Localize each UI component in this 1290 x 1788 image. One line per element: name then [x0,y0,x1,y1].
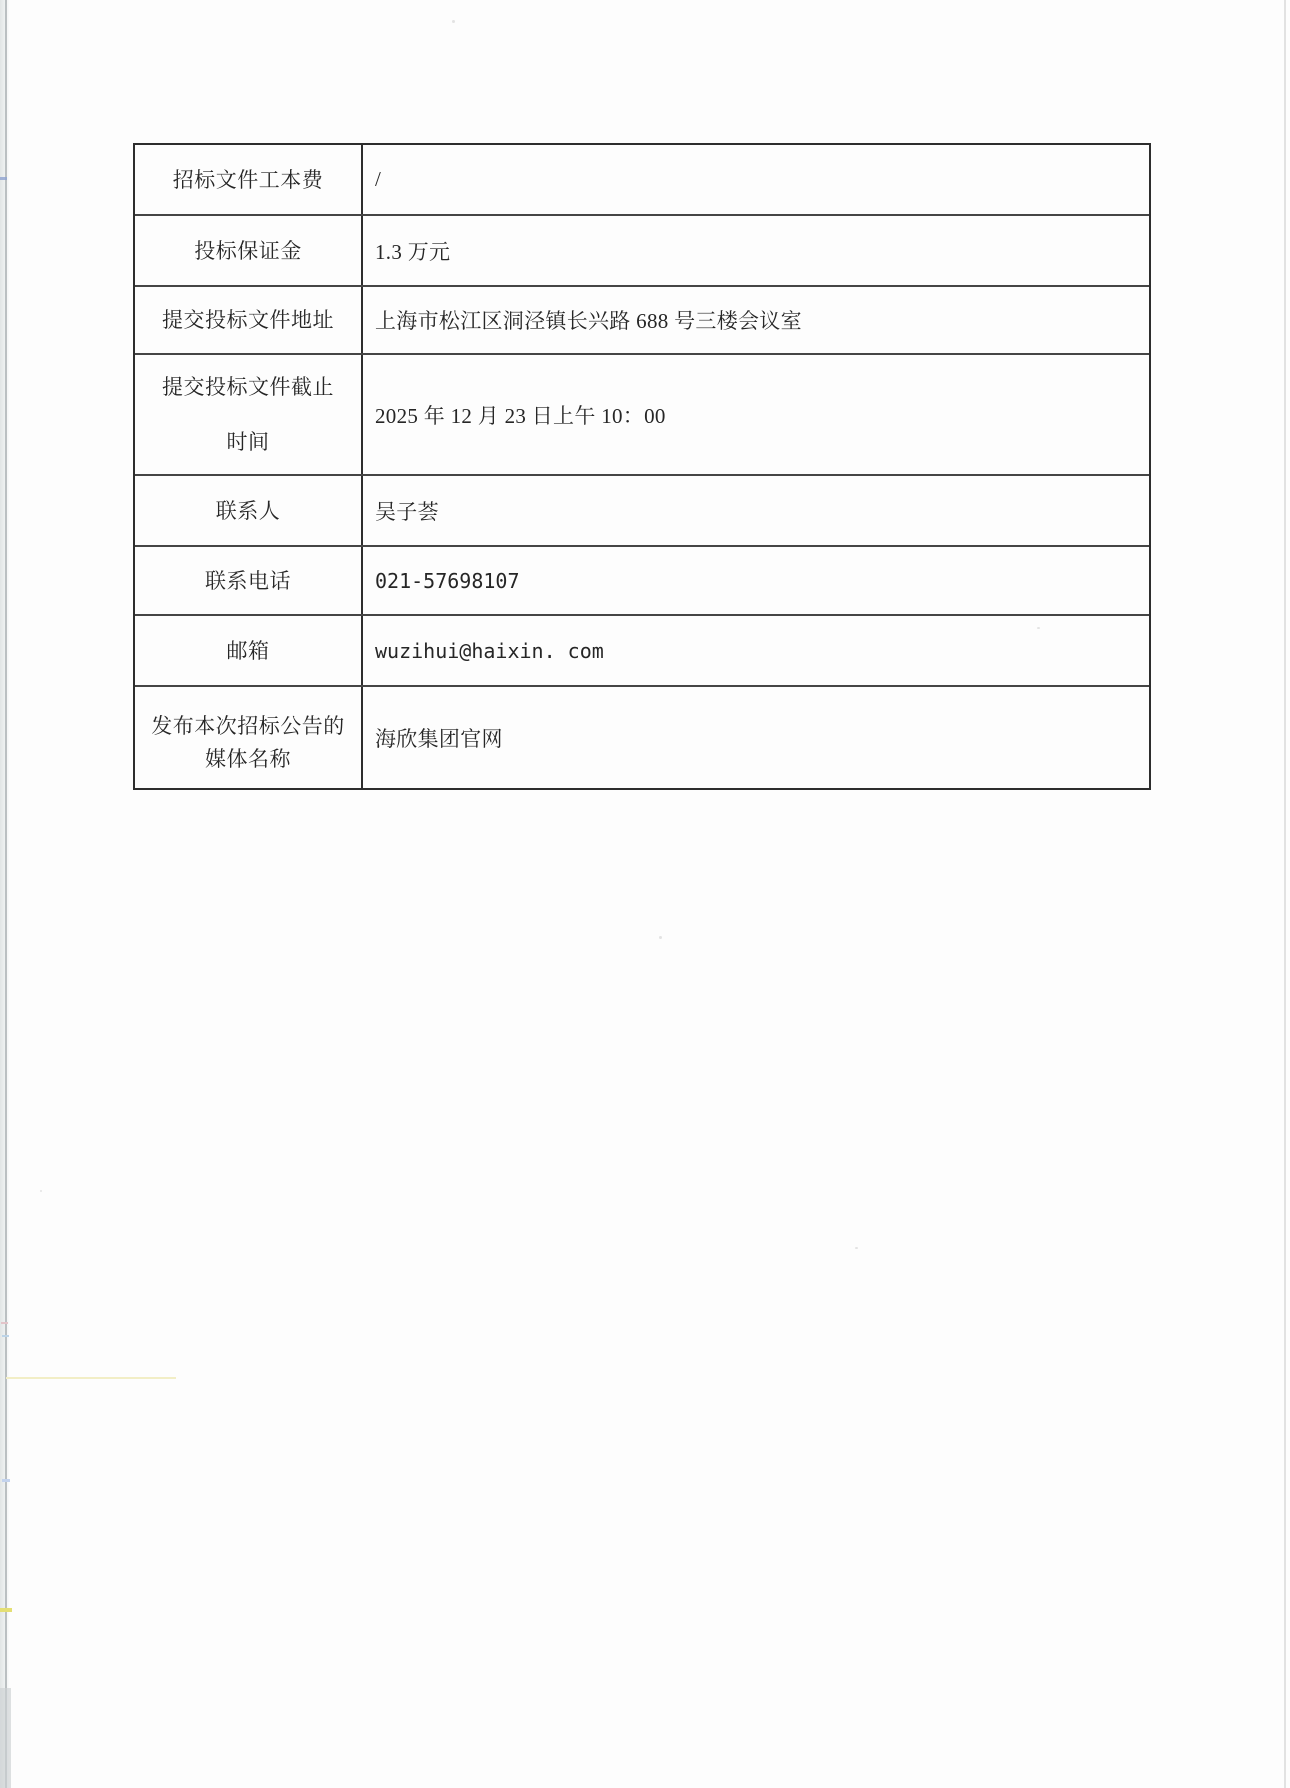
value-text: / [375,167,382,191]
scan-left-edge-line [5,0,7,1788]
value-text: 1.3 万元 [375,239,451,264]
label-line: 投标保证金 [194,238,302,263]
row-value [363,616,1149,685]
row-value [363,547,1149,614]
row-value [363,145,1149,214]
label-line: 邮箱 [226,638,270,663]
value-text: 上海市松江区洞泾镇长兴路 688 号三楼会议室 [375,309,802,333]
value-text: 2025 年 12 月 23 日上午 10：00 [375,403,666,428]
scan-speck [452,20,455,23]
label-line: 媒体名称 [205,746,291,771]
label-line: 提交投标文件截止 [162,374,334,399]
scan-color-tick [1,1322,8,1324]
scan-color-tick [2,1335,9,1337]
table-row-contact-person [135,474,1149,545]
label-line: 招标文件工本费 [172,167,324,192]
scan-speck [659,936,662,939]
scan-color-tick [0,177,7,180]
row-value [363,216,1149,285]
scan-speck [40,1190,42,1192]
table-row-announcement-media [135,685,1149,788]
scan-right-edge-line [1284,0,1286,1788]
row-label [135,287,363,353]
scan-color-tick [0,1608,12,1612]
label-line: 时间 [226,429,270,454]
table-row-submission-deadline [135,353,1149,474]
scan-speck [855,1247,858,1249]
value-text: 吴子荟 [375,499,439,524]
row-value [363,287,1149,353]
table-row-email [135,614,1149,685]
value-text: wuzihui@haixin. com [375,638,604,663]
row-label [135,145,363,214]
tender-info-table [133,143,1151,790]
row-label [135,616,363,685]
table-row-contact-phone [135,545,1149,614]
row-label [135,687,363,788]
row-label [135,355,363,474]
scan-color-tick [6,1377,176,1379]
row-label [135,476,363,545]
row-value [363,687,1149,788]
scan-left-edge-bottom [0,1688,11,1788]
scan-color-tick [2,1479,10,1482]
label-line: 联系电话 [205,568,291,593]
label-line: 发布本次招标公告的 [151,713,345,738]
value-text: 021-57698107 [375,568,520,593]
row-value [363,476,1149,545]
table-row-document-fee [135,145,1149,214]
row-value [363,355,1149,474]
row-label [135,547,363,614]
table-row-submission-address [135,285,1149,353]
table-row-bid-bond [135,214,1149,285]
label-line: 提交投标文件地址 [162,308,334,332]
value-text: 海欣集团官网 [375,726,503,751]
row-label [135,216,363,285]
label-line: 联系人 [215,498,281,523]
